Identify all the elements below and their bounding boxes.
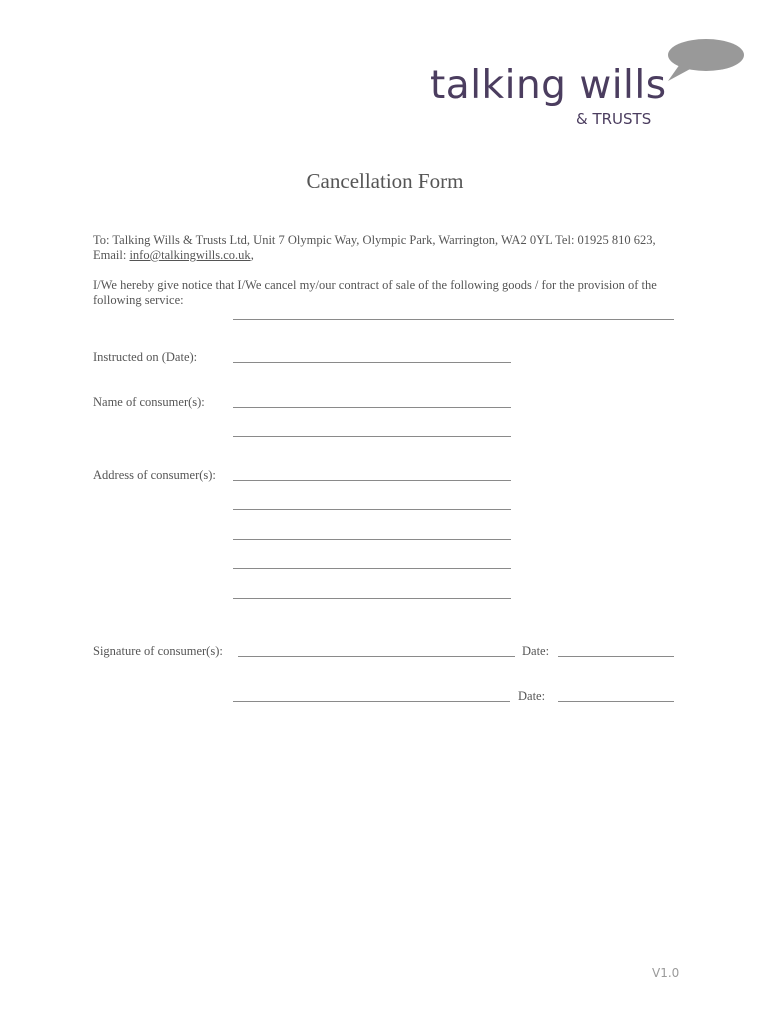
address-field-5[interactable] (233, 598, 511, 599)
address-field-1[interactable] (233, 480, 511, 481)
name-label: Name of consumer(s): (93, 395, 205, 409)
speech-bubble-icon (664, 36, 746, 89)
addressee-suffix: , (250, 248, 254, 262)
email-link[interactable]: info@talkingwills.co.uk (129, 248, 251, 262)
date-field-1[interactable] (558, 656, 674, 657)
date-label-1: Date: (522, 644, 550, 658)
address-field-3[interactable] (233, 539, 511, 540)
address-label: Address of consumer(s): (93, 468, 216, 482)
addressee-paragraph (93, 233, 675, 263)
service-line[interactable] (233, 319, 674, 320)
signature-field-2[interactable] (233, 701, 510, 702)
addressee-text: To: Talking Wills & Trusts Ltd, Unit 7 Olympic Way, Olympic Park, Warrington, WA2 0YL Tel: 01925 810 623, Email: (93, 233, 656, 262)
notice-paragraph: I/We hereby give notice that I/We cancel my/our contract of sale of the following goods / for the provision of the following service: (93, 278, 657, 307)
logo-wordmark: talking wills (430, 63, 667, 108)
address-field-2[interactable] (233, 509, 511, 510)
name-field-1[interactable] (233, 407, 511, 408)
signature-field-1[interactable] (238, 656, 515, 657)
logo-subtitle: & TRUSTS (576, 110, 652, 128)
address-field-4[interactable] (233, 568, 511, 569)
version-label: V1.0 (652, 966, 680, 980)
date-field-2[interactable] (558, 701, 674, 702)
signature-label: Signature of consumer(s): (93, 644, 223, 658)
form-title: Cancellation Form (306, 169, 464, 193)
instructed-on-field[interactable] (233, 362, 511, 363)
name-field-2[interactable] (233, 436, 511, 437)
date-label-2: Date: (518, 689, 546, 703)
instructed-on-label: Instructed on (Date): (93, 350, 198, 364)
